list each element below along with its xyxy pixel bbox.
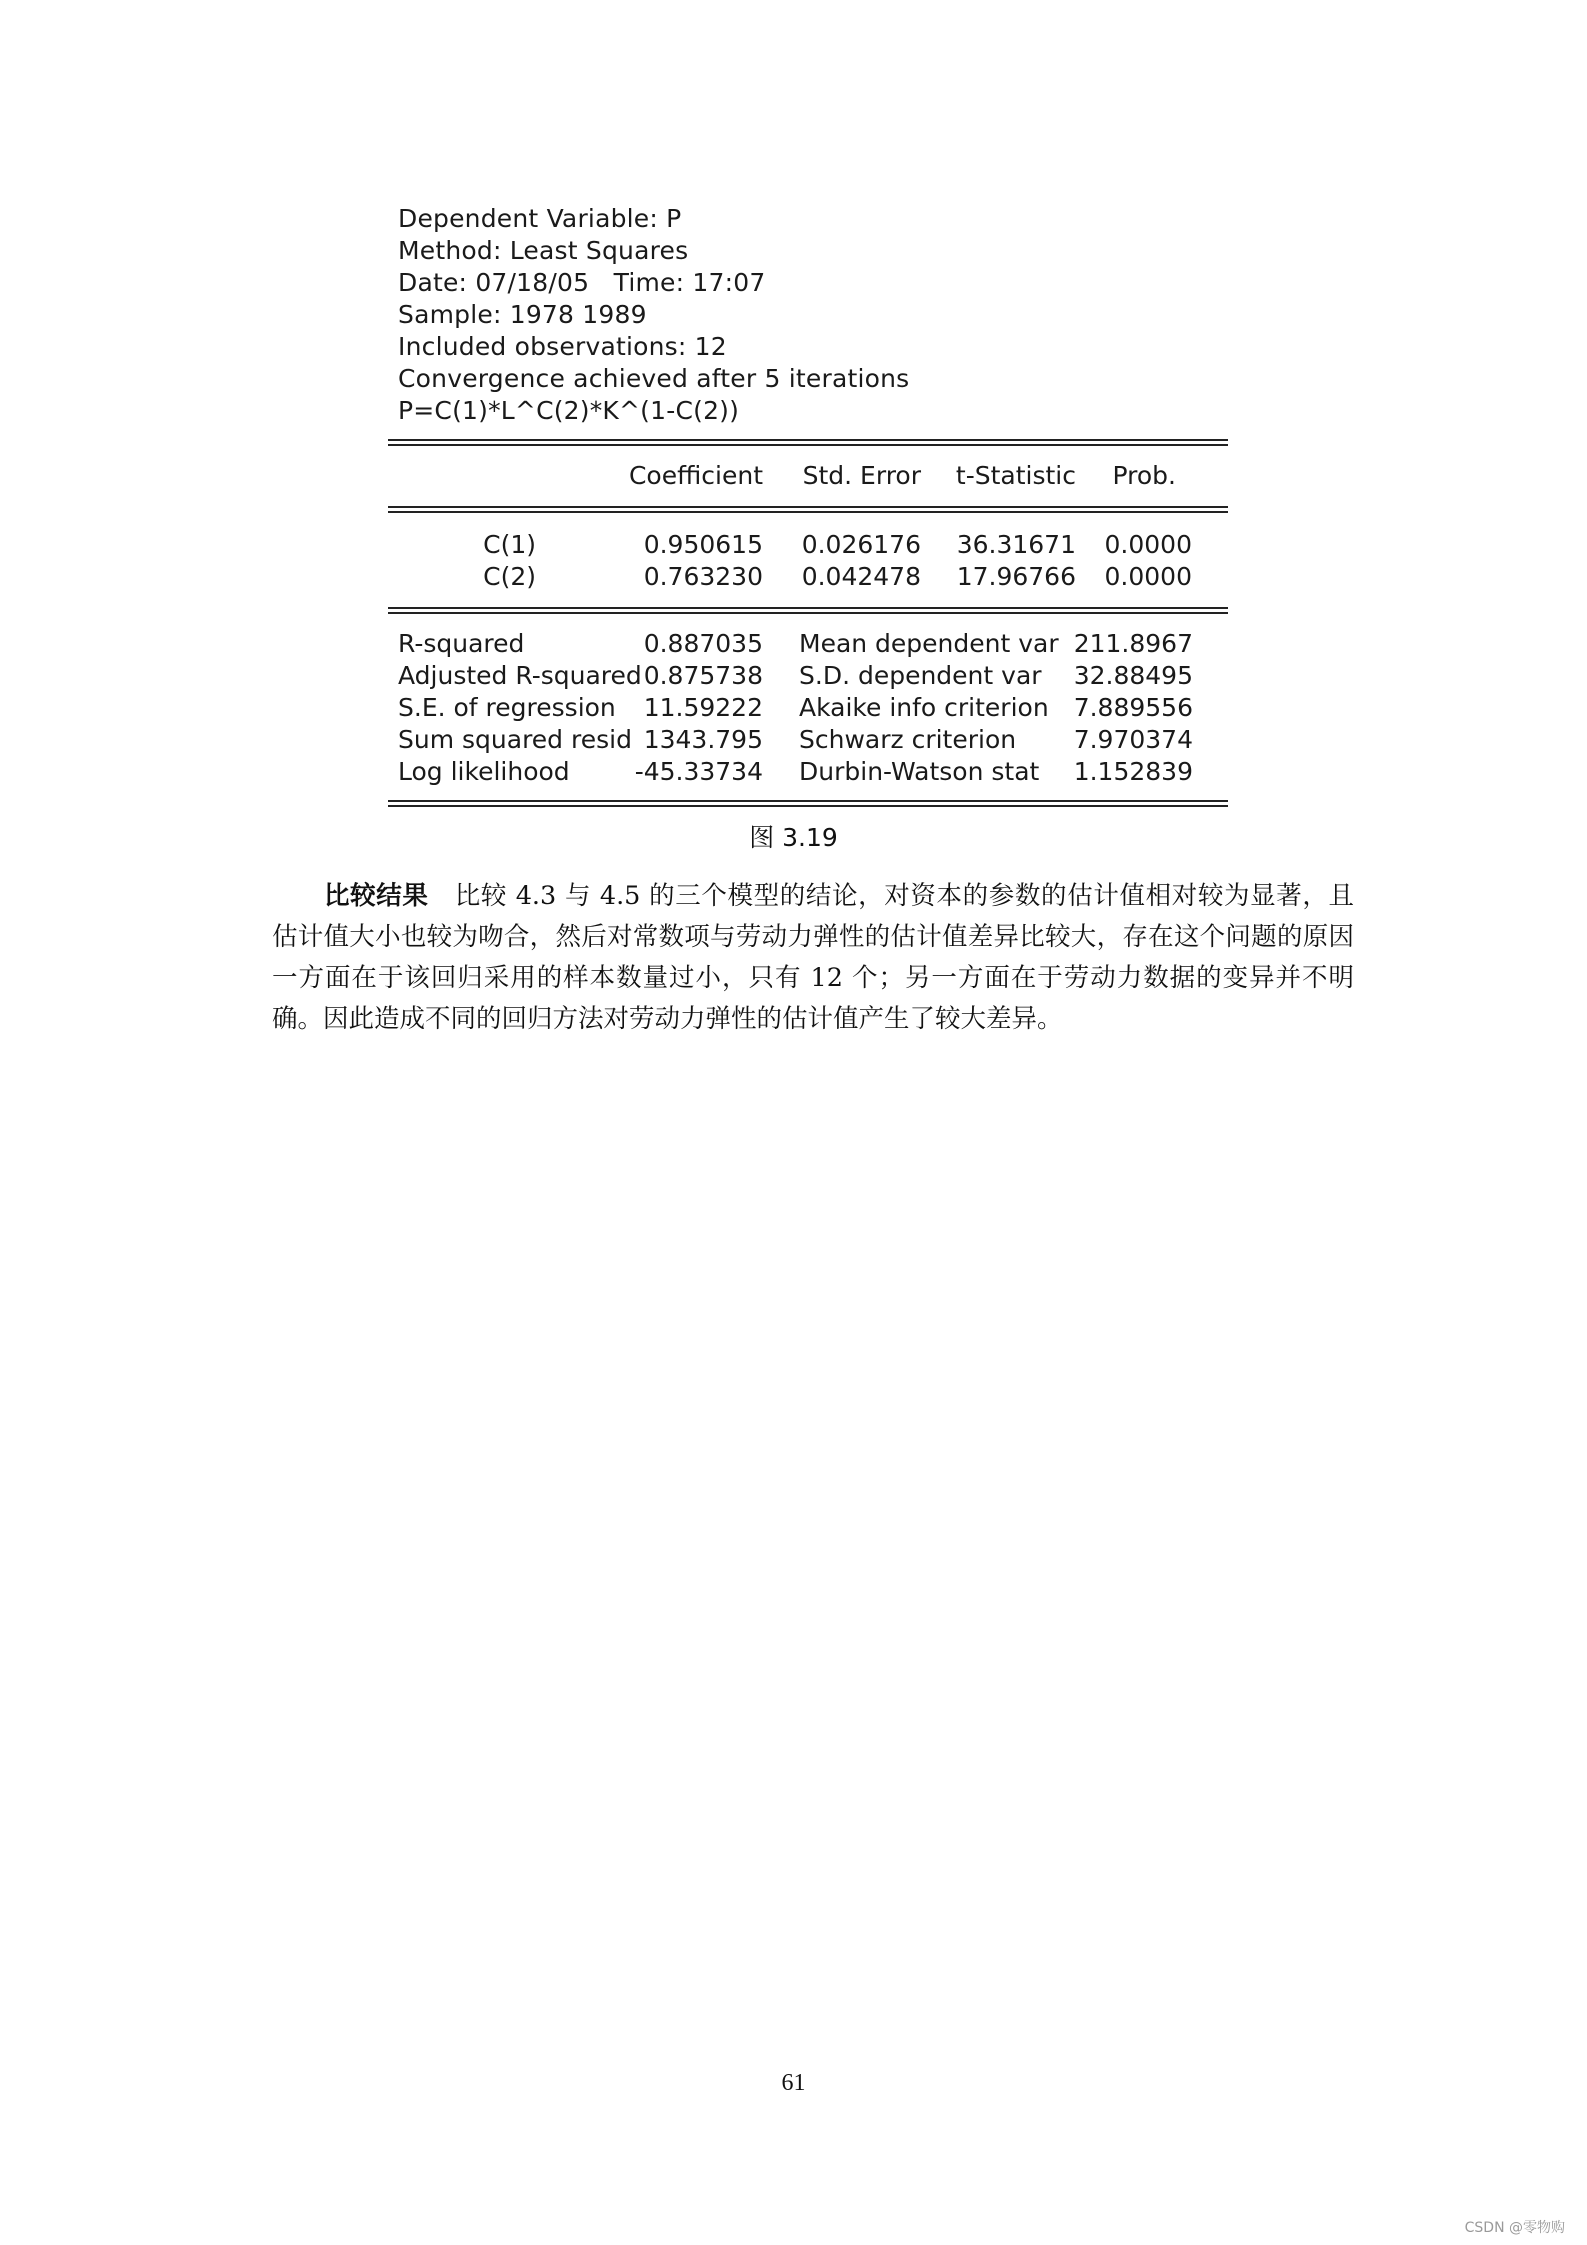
body-paragraph xyxy=(272,876,1354,1040)
coef-name: C(2) xyxy=(483,562,536,591)
coef-prob: 0.0000 xyxy=(1104,530,1192,559)
stat-label: S.E. of regression xyxy=(398,693,616,722)
coef-std-error: 0.026176 xyxy=(801,530,921,559)
paragraph-lead: 比较结果 xyxy=(324,881,429,911)
stat-label: Durbin-Watson stat xyxy=(799,757,1040,786)
coef-value: 0.950615 xyxy=(643,530,763,559)
paragraph-body: 比较 4.3 与 4.5 的三个模型的结论，对资本的参数的估计值相对较为显著，且估计值大小也较为吻合，然后对常数项与劳动力弹性的估计值差异比较大，存在这个问题的原因一方面在于该回归采用的样本数量过小，只有 12 个；另一方面在于劳动力数据的变异并不明确。因此造成不同的回归方法对劳动力弹性的估计值产生了较大差异。 xyxy=(272,881,1354,1034)
stat-label: Adjusted R-squared xyxy=(398,661,642,690)
coef-prob: 0.0000 xyxy=(1104,562,1192,591)
method: Method: Least Squares xyxy=(398,236,689,265)
regression-output xyxy=(388,203,1228,807)
coef-name: C(1) xyxy=(483,530,536,559)
included-observations: Included observations: 12 xyxy=(398,332,727,361)
col-prob: Prob. xyxy=(1112,461,1176,490)
table-rule-mid2 xyxy=(388,607,1228,614)
coef-value: 0.763230 xyxy=(643,562,763,591)
coef-std-error: 0.042478 xyxy=(801,562,921,591)
page-number: 61 xyxy=(781,2070,806,2096)
stat-label: Log likelihood xyxy=(398,757,570,786)
stat-label: Schwarz criterion xyxy=(799,725,1017,754)
column-headers xyxy=(388,446,1228,506)
dependent-variable: Dependent Variable: P xyxy=(398,204,682,233)
stat-label: Mean dependent var xyxy=(799,629,1059,658)
stat-value: 0.887035 xyxy=(643,629,763,658)
regression-header xyxy=(398,203,1228,427)
convergence: Convergence achieved after 5 iterations xyxy=(398,364,910,393)
stat-value: 1343.795 xyxy=(643,725,763,754)
stat-label: S.D. dependent var xyxy=(799,661,1042,690)
stat-value: 1.152839 xyxy=(1073,757,1193,786)
table-rule-bottom xyxy=(388,800,1228,807)
date-time: Date: 07/18/05 Time: 17:07 xyxy=(398,268,766,297)
stat-value: 7.889556 xyxy=(1073,693,1193,722)
stat-row xyxy=(388,756,1228,788)
stat-value: -45.33734 xyxy=(634,757,763,786)
coefficient-rows xyxy=(388,513,1228,607)
stat-row xyxy=(388,724,1228,756)
sample: Sample: 1978 1989 xyxy=(398,300,647,329)
stat-label: Akaike info criterion xyxy=(799,693,1049,722)
stat-row xyxy=(388,628,1228,660)
stat-value: 32.88495 xyxy=(1073,661,1193,690)
figure-caption: 图 3.19 xyxy=(749,823,838,852)
watermark: CSDN @零物购 xyxy=(1464,2220,1565,2236)
coef-t-stat: 17.96766 xyxy=(956,562,1076,591)
table-row xyxy=(388,529,1228,561)
stat-row xyxy=(388,692,1228,724)
table-row xyxy=(388,561,1228,593)
col-coefficient: Coefficient xyxy=(628,461,763,490)
equation: P=C(1)*L^C(2)*K^(1-C(2)) xyxy=(398,396,740,425)
table-rule-top xyxy=(388,439,1228,446)
table-rule-mid1 xyxy=(388,506,1228,513)
stat-value: 7.970374 xyxy=(1073,725,1193,754)
stat-value: 211.8967 xyxy=(1073,629,1193,658)
stat-value: 0.875738 xyxy=(643,661,763,690)
stat-label: R-squared xyxy=(398,629,525,658)
col-std-error: Std. Error xyxy=(802,461,921,490)
stat-label: Sum squared resid xyxy=(398,725,632,754)
col-t-statistic: t-Statistic xyxy=(955,461,1076,490)
stat-row xyxy=(388,660,1228,692)
coef-t-stat: 36.31671 xyxy=(956,530,1076,559)
stat-value: 11.59222 xyxy=(643,693,763,722)
summary-statistics xyxy=(388,614,1228,800)
